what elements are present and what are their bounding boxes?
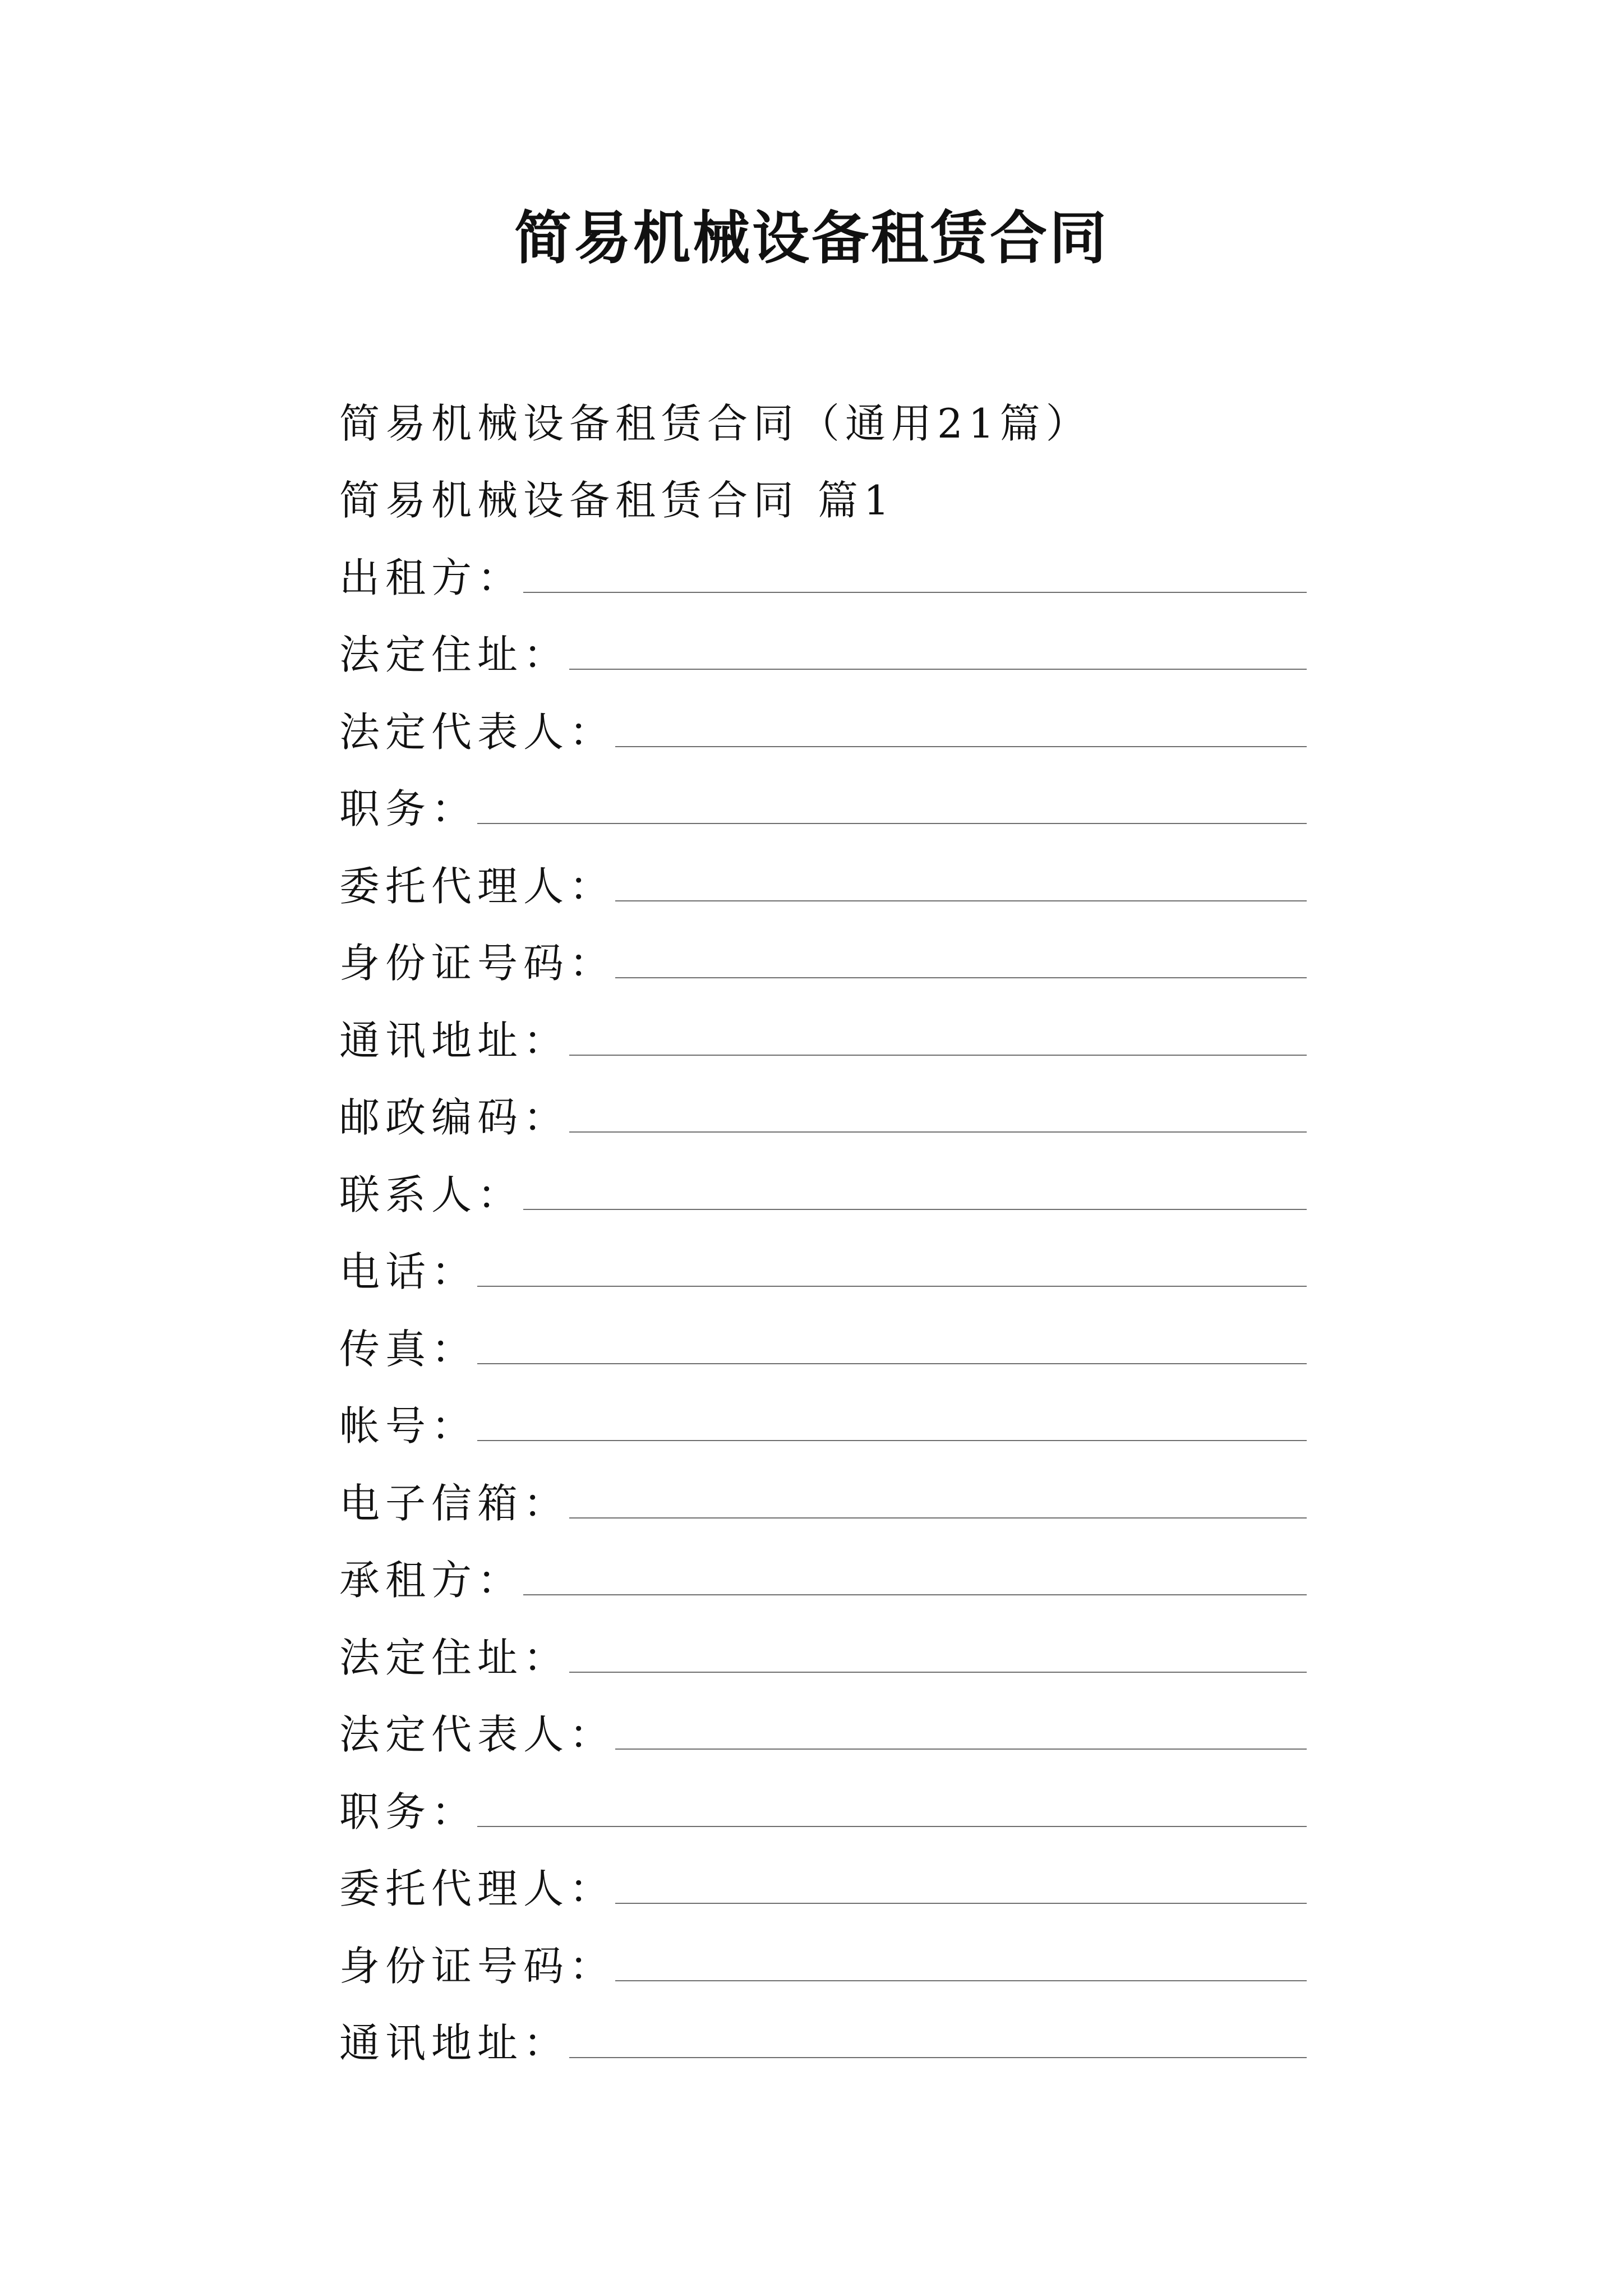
form-field-authorized-agent [339,844,1307,922]
field-label: 身份证号码： [339,940,616,987]
field-label: 法定住址： [339,1634,570,1681]
fill-in-blank-line [615,1979,1307,1981]
subtitle-text: 简易机械设备租赁合同（通用21篇） [339,399,1092,447]
fill-in-blank-line [569,1053,1307,1056]
form-field-position [339,767,1307,845]
fill-in-blank-line [477,1285,1307,1287]
form-field-lessor [339,536,1307,613]
document-body [339,381,1307,2078]
form-field-id-number [339,1924,1307,2001]
field-label: 法定住址： [339,631,570,679]
fill-in-blank-line [569,1516,1307,1519]
fill-in-blank-line [615,1902,1307,1904]
section-heading [339,459,1307,536]
field-label: 帐号： [339,1402,478,1450]
field-label: 法定代表人： [339,708,616,756]
field-label: 职务： [339,1788,478,1835]
field-label: 职务： [339,785,478,833]
form-field-id-number [339,922,1307,999]
fill-in-blank-line [523,1208,1307,1210]
field-label: 通讯地址： [339,2019,570,2067]
fill-in-blank-line [569,2056,1307,2058]
fill-in-blank-line [569,1130,1307,1133]
field-label: 委托代理人： [339,1865,616,1913]
fill-in-blank-line [523,1593,1307,1595]
field-label: 邮政编码： [339,1094,570,1142]
fill-in-blank-line [477,1825,1307,1827]
field-label: 法定代表人： [339,1711,616,1759]
form-field-legal-address [339,613,1307,691]
fill-in-blank-line [569,1671,1307,1673]
form-field-contact-person [339,1153,1307,1230]
form-field-postal-code [339,1076,1307,1153]
form-field-position [339,1770,1307,1847]
form-field-authorized-agent [339,1847,1307,1925]
form-field-lessee [339,1539,1307,1616]
field-label: 承租方： [339,1557,524,1604]
field-label: 身份证号码： [339,1942,616,1990]
fill-in-blank-line [523,591,1307,593]
fill-in-blank-line [569,668,1307,670]
document-subtitle [339,381,1307,459]
fill-in-blank-line [615,1747,1307,1750]
field-label: 电话： [339,1248,478,1296]
form-field-fax [339,1307,1307,1384]
fill-in-blank-line [477,1362,1307,1364]
field-label: 委托代理人： [339,862,616,910]
fill-in-blank-line [615,899,1307,901]
fill-in-blank-line [477,822,1307,824]
document-title: 简易机械设备租赁合同 [514,205,1109,272]
form-field-legal-address [339,1616,1307,1693]
form-field-legal-representative [339,1693,1307,1770]
fill-in-blank-line [477,1439,1307,1441]
fill-in-blank-line [615,976,1307,978]
form-field-mailing-address [339,2001,1307,2079]
form-field-account-number [339,1384,1307,1462]
fill-in-blank-line [615,745,1307,747]
form-field-legal-representative [339,690,1307,767]
field-label: 传真： [339,1325,478,1373]
field-label: 联系人： [339,1171,524,1218]
form-field-mailing-address [339,999,1307,1076]
form-field-email [339,1461,1307,1539]
field-label: 电子信箱： [339,1479,570,1527]
field-label: 通讯地址： [339,1016,570,1064]
field-label: 出租方： [339,554,524,601]
form-field-phone [339,1230,1307,1308]
section-heading-text: 简易机械设备租赁合同 篇1 [339,477,895,524]
